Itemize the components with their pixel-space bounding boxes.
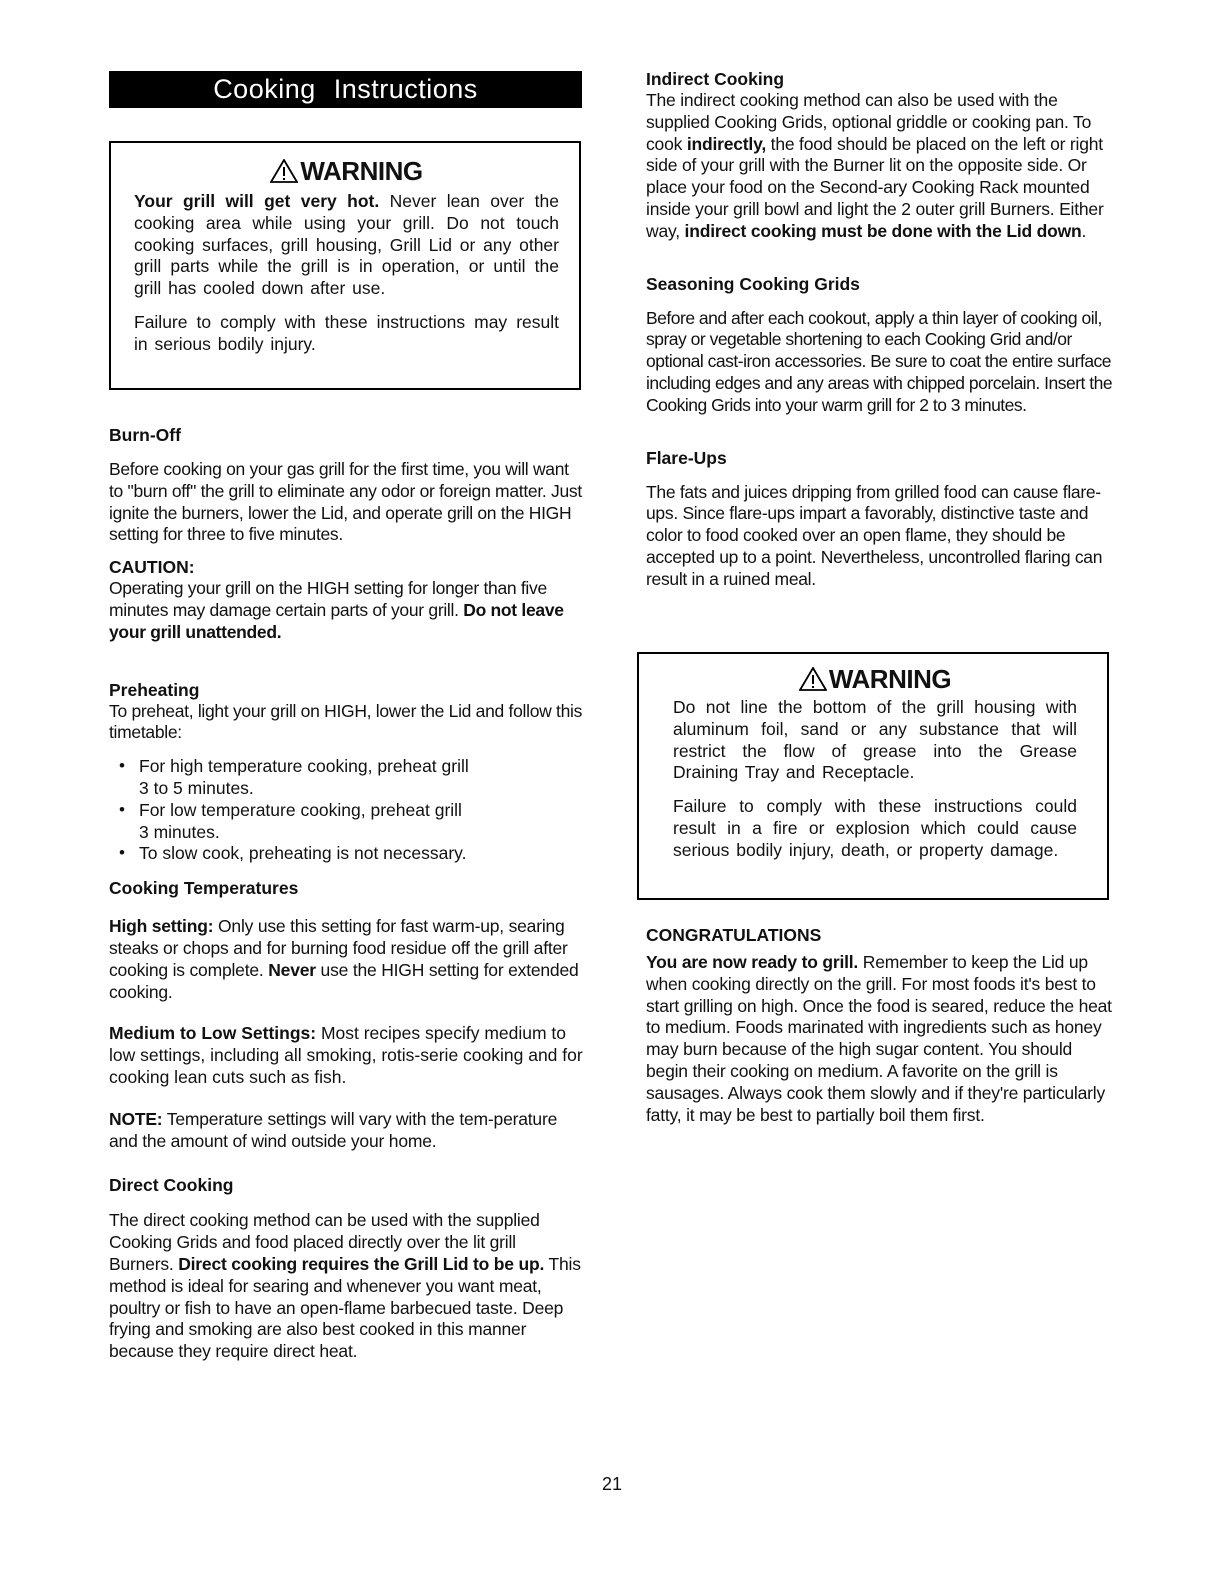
medium-setting-label: Medium to Low Settings: [109, 1023, 317, 1044]
warning-consequence: Failure to comply with these instructions could result in a fire or explosion which could cause serious bodily injury, death, or property damage. [673, 796, 1077, 860]
congratulations-body [646, 952, 1116, 1126]
warning-heading-text: WARNING [828, 664, 952, 694]
preheating-body: To preheat, light your grill on HIGH, lower the Lid and follow this timetable: [109, 700, 583, 743]
caution-body [109, 578, 584, 643]
section-heading-indirect-cooking: Indirect Cooking [646, 69, 785, 89]
warning-triangle-icon [799, 667, 827, 691]
note-paragraph [109, 1109, 584, 1153]
direct-cooking-body [109, 1210, 584, 1363]
bullet-icon: • [119, 799, 125, 819]
warning-box-grease [637, 652, 1109, 900]
medium-setting-text: Most recipes specify medium to low settings, including all smoking, rotis-serie cooking and for cooking lean cuts such as fish. [109, 1023, 583, 1087]
warning-box-heat [109, 141, 581, 390]
warning-heading [673, 663, 1077, 695]
congratulations-text: Remember to keep the Lid up when cooking directly on the grill. For most foods it's best to start grilling on high. Once the food is seared, reduce the heat to medium. Foods marinated with ingredients such as honey may burn because of the high sugar content. You should begin their cooking on medium. A favorite on the grill is sausages. Always cook them slowly and if they're particularly fatty, it may be best to partially boil them first. [646, 952, 1112, 1125]
direct-cooking-text: The direct cooking method can be used with the supplied Cooking Grids and food placed directly over the lit grill Burners. [109, 1210, 540, 1274]
indirect-bold-lid: indirect cooking must be done with the Lid down [684, 220, 1082, 241]
direct-cooking-text-end: This method is ideal for searing and whenever you want meat, poultry or fish to have an open-flame barbecued taste. Deep frying and smoking are also best cooked in this manner because they require direct heat. [109, 1253, 581, 1362]
congratulations-bold: You are now ready to grill. [646, 952, 859, 972]
indirect-text: The indirect cooking method can also be used with the supplied Cooking Grids, optional griddle or cooking pan. To cook [646, 90, 1092, 154]
list-item-line1: For low temperature cooking, preheat grill [139, 799, 462, 820]
high-setting-label: High setting: [109, 916, 214, 937]
warning-heading [134, 155, 559, 187]
list-item-line1: For high temperature cooking, preheat grill [139, 756, 469, 777]
section-heading-preheating: Preheating [109, 679, 200, 700]
list-item-line2: 3 to 5 minutes. [139, 777, 254, 798]
preheating-list [109, 756, 584, 865]
warning-heading-text: WARNING [300, 156, 423, 186]
section-heading-seasoning: Seasoning Cooking Grids [646, 273, 860, 294]
page-title: Cooking Instructions [109, 71, 582, 108]
warning-body: Never lean over the cooking area while using your grill. Do not touch cooking surfaces, grill housing, Grill Lid or any other grill parts while the grill is in operation, or until the grill has cooled down after use. [134, 191, 559, 299]
section-heading-cooking-temperatures: Cooking Temperatures [109, 878, 299, 899]
flare-ups-body: The fats and juices dripping from grilled food can cause flare-ups. Since flare-ups impart a favorably, distinctive taste and color to food cooked over an open flame, they should be accepted up to a point. Nevertheless, uncontrolled flaring can result in a ruined meal. [646, 481, 1103, 589]
never-emphasis: Never [268, 959, 316, 980]
section-heading-flare-ups: Flare-Ups [646, 447, 727, 468]
high-setting-paragraph [109, 916, 584, 1003]
left-column [109, 424, 584, 1363]
section-heading-congratulations: CONGRATULATIONS [646, 925, 822, 945]
list-item-line2: 3 minutes. [139, 821, 220, 842]
caution-bold: Do not leave your grill unattended. [109, 599, 564, 642]
caution-heading: CAUTION: [109, 557, 195, 578]
warning-triangle-icon [270, 159, 298, 183]
seasoning-body: Before and after each cookout, apply a thin layer of cooking oil, spray or vegetable shortening to each Cooking Grid and/or optional cast-iron accessories. Be sure to coat the entire surface including edges and any areas with chipped porcelain. Insert the Cooking Grids into your warm grill for 2 to 3 minutes. [646, 307, 1113, 415]
burn-off-body: Before cooking on your gas grill for the first time, you will want to "burn off" the grill to eliminate any odor or foreign matter. Just ignite the burners, lower the Lid, and operate grill on the HIGH setting for three to five minutes. [109, 459, 582, 545]
warning-paragraph: Do not line the bottom of the grill housing with aluminum foil, sand or any substance that will restrict the flow of grease into the Grease Draining Tray and Receptacle. [673, 697, 1077, 783]
warning-consequence: Failure to comply with these instructions may result in serious bodily injury. [134, 311, 559, 354]
indirect-text-mid: the food should be placed on the left or right side of your grill with the Burner lit on the opposite side. Or place your food on the Second-ary Cooking Rack mounted inside your grill bowl and light the 2 outer grill Burners. Either way, [646, 133, 1104, 241]
bullet-icon: • [119, 756, 125, 776]
right-column [646, 68, 1116, 591]
indirect-text-end: . [1081, 220, 1087, 241]
page-number: 21 [601, 1474, 623, 1494]
indirect-cooking-body [646, 90, 1116, 243]
direct-cooking-bold: Direct cooking requires the Grill Lid to be up. [178, 1253, 545, 1274]
warning-paragraph [134, 191, 559, 300]
high-setting-text-end: use the HIGH setting for extended cooking. [109, 959, 579, 1002]
warning-bold-lead: Your grill will get very hot. [134, 191, 380, 211]
note-label: NOTE: [109, 1108, 163, 1129]
caution-text: Operating your grill on the HIGH setting for longer than five minutes may damage certain parts of your grill. [109, 578, 547, 620]
section-heading-burn-off: Burn-Off [109, 425, 181, 445]
list-item-line1: To slow cook, preheating is not necessary. [139, 843, 467, 864]
list-item [109, 843, 584, 865]
medium-setting-paragraph [109, 1023, 584, 1088]
bullet-icon: • [119, 843, 125, 863]
section-heading-direct-cooking: Direct Cooking [109, 1175, 234, 1196]
note-text: Temperature settings will vary with the tem-perature and the amount of wind outside your home. [109, 1108, 558, 1151]
congratulations-section [646, 924, 1116, 1126]
list-item [109, 756, 584, 800]
high-setting-text: Only use this setting for fast warm-up, searing steaks or chops and for burning food residue off the grill after cooking is complete. [109, 916, 568, 980]
indirect-bold: indirectly, [686, 133, 766, 154]
list-item [109, 800, 584, 844]
